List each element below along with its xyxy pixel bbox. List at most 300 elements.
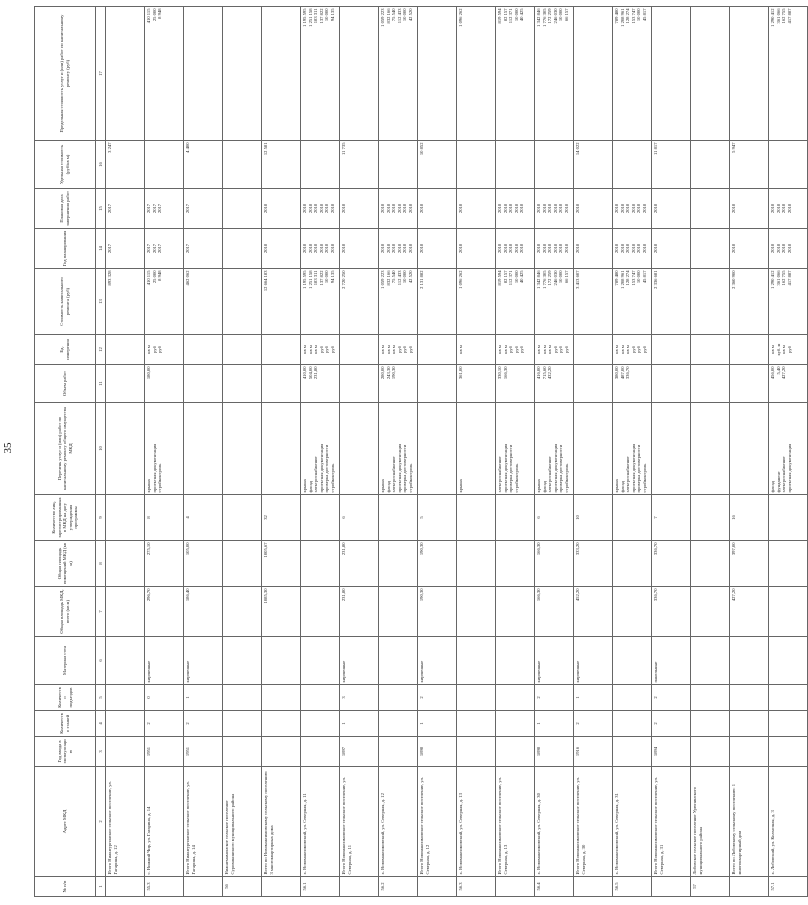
table-row: [379, 7, 418, 897]
table-cell: 56.4: [535, 877, 574, 897]
table-cell: [730, 637, 769, 685]
table-cell: [184, 365, 223, 403]
table-cell: Итого Новомаксимовское сельское поселение, ул. Северная, д. 31: [652, 767, 691, 877]
table-cell: 380,00 487,00 336,70: [613, 365, 652, 403]
table-cell: 2018: [730, 229, 769, 269]
table-cell: Всего по Новомаксимовскому сельскому поселению: 3 многоквартирных дома: [262, 767, 301, 877]
table-cell: [223, 685, 262, 711]
table-cell: 0: [145, 685, 184, 711]
column-number: 9: [96, 495, 106, 541]
table-cell: 410 115 25 000 8 948: [145, 269, 184, 335]
table-cell: 56: [223, 877, 262, 897]
table-cell: 1 059 223 832 166 75 540 112 433 10 000 42 520: [379, 269, 418, 335]
table-cell: [223, 335, 262, 365]
table-cell: 296,70: [145, 587, 184, 637]
table-cell: [223, 637, 262, 685]
table-cell: [223, 495, 262, 541]
table-cell: 336,70: [652, 541, 691, 587]
table-cell: 1 195 595 1 251 158 183 311 137 822 10 000 94 135: [301, 7, 340, 141]
table-cell: 2: [652, 685, 691, 711]
table-cell: [652, 335, 691, 365]
column-number: 3: [96, 737, 106, 767]
table-cell: [379, 495, 418, 541]
table-cell: [457, 141, 496, 189]
table-cell: 1: [418, 711, 457, 737]
table-row: [106, 7, 145, 897]
table-cell: [223, 587, 262, 637]
table-cell: [340, 403, 379, 495]
table-cell: 2018 2018 2018 2018 2018 2018: [535, 229, 574, 269]
table-cell: кирпичные: [145, 637, 184, 685]
table-row: [184, 7, 223, 897]
table-cell: 12 581: [262, 141, 301, 189]
table-cell: 2: [145, 711, 184, 737]
column-header: Общая площадь МКД, всего (кв м): [35, 587, 96, 637]
table-cell: кирпичные: [535, 637, 574, 685]
table-cell: [691, 495, 730, 541]
table-cell: 2018: [418, 229, 457, 269]
table-cell: [769, 141, 808, 189]
table-cell: х. Новомаксимовский, ул. Северная, д. 31: [613, 767, 652, 877]
table-cell: 2017: [106, 189, 145, 229]
table-cell: [613, 541, 652, 587]
table-cell: 452,20: [574, 587, 613, 637]
table-cell: 1894: [652, 737, 691, 767]
table-row: [652, 7, 691, 897]
table-cell: [262, 737, 301, 767]
table-cell: 11 735: [340, 141, 379, 189]
table-cell: 1898: [535, 737, 574, 767]
table-cell: 57: [691, 877, 730, 897]
table-cell: 2017: [184, 189, 223, 229]
column-header: Удельная стоимость (руб/кв м): [35, 141, 96, 189]
column-number-row: [96, 7, 106, 897]
table-cell: Итого Новомаксимовское сельское поселение, ул. Северная, д. 12: [418, 767, 457, 877]
table-cell: [457, 541, 496, 587]
table-cell: 10: [574, 495, 613, 541]
table-cell: 2018 2018 2018 2018 2018 2018: [613, 189, 652, 229]
table-cell: [223, 365, 262, 403]
table-cell: [223, 229, 262, 269]
table-cell: [652, 877, 691, 897]
table-cell: 427,20: [730, 587, 769, 637]
table-cell: 789 480 1 208 961 128 274 153 747 10 000 45 817: [613, 7, 652, 141]
table-cell: [691, 403, 730, 495]
table-cell: 1916: [574, 737, 613, 767]
table-cell: крыша проектная документация стройконтроль: [145, 403, 184, 495]
table-cell: кирпичные: [184, 637, 223, 685]
table-cell: [496, 711, 535, 737]
table-cell: х. Новомаксимовский, ул. Северная, д. 13: [457, 767, 496, 877]
table-cell: 1 195 595 1 251 158 183 311 137 822 10 000 94 135: [301, 269, 340, 335]
table-cell: 1 290 412 361 066 162 755 417 887: [769, 269, 808, 335]
table-row: [223, 7, 262, 897]
table-cell: [691, 141, 730, 189]
table-cell: 1 096 262: [457, 7, 496, 141]
table-cell: [301, 637, 340, 685]
table-cell: [769, 587, 808, 637]
table-cell: [145, 141, 184, 189]
table-cell: 789 480 1 208 961 128 274 153 747 10 000 45 817: [613, 269, 652, 335]
table-cell: панельные: [652, 637, 691, 685]
table-cell: [262, 335, 301, 365]
table-cell: х. Новомаксимовский, ул. Северная, д. 30: [535, 767, 574, 877]
table-cell: Итого Нижнеургинское сельское поселение, ул. Гагарина, д. 14: [184, 767, 223, 877]
table-cell: [262, 877, 301, 897]
table-cell: [106, 495, 145, 541]
table-cell: 2018: [418, 189, 457, 229]
column-number: 10: [96, 403, 106, 495]
table-cell: 1 096 262: [457, 269, 496, 335]
table-cell: 3 247: [106, 141, 145, 189]
table-cell: 5: [418, 495, 457, 541]
table-cell: [730, 365, 769, 403]
table-row: [262, 7, 301, 897]
table-cell: 336,70: [652, 587, 691, 637]
table-cell: 3 413 607: [574, 269, 613, 335]
table-cell: [769, 711, 808, 737]
table-cell: кв м кв м кв м руб руб руб: [535, 335, 574, 365]
table-cell: 2018 2018 2018 2018 2018 2018: [301, 189, 340, 229]
table-cell: 2018: [574, 189, 613, 229]
table-cell: 32: [262, 495, 301, 541]
column-number: 8: [96, 541, 106, 587]
table-cell: [574, 365, 613, 403]
column-header: Количество этажей: [35, 711, 96, 737]
table-cell: 2 131 882: [418, 269, 457, 335]
table-cell: кв м куб. м кв м руб: [769, 335, 808, 365]
table-cell: [418, 877, 457, 897]
table-row: [691, 7, 730, 897]
table-cell: 1: [574, 685, 613, 711]
table-cell: [106, 335, 145, 365]
table-cell: 333,20: [574, 541, 613, 587]
table-row: [730, 7, 769, 897]
table-cell: [418, 7, 457, 141]
table-cell: [730, 711, 769, 737]
table-cell: Всего по Лобовскому сельскому поселению: 1 многоквартирный дом: [730, 767, 769, 877]
table-cell: кирпичные: [574, 637, 613, 685]
column-number: 15: [96, 189, 106, 229]
table-cell: [691, 737, 730, 767]
table-cell: [262, 685, 301, 711]
table-cell: 397,00: [730, 541, 769, 587]
table-cell: [106, 737, 145, 767]
table-cell: Итого Новомаксимовское сельское поселение, ул. Северная, д. 30: [574, 767, 613, 877]
table-cell: 1 059 223 832 166 75 540 112 433 10 000 42 520: [379, 7, 418, 141]
table-cell: 893 328: [106, 269, 145, 335]
column-number: 13: [96, 269, 106, 335]
table-cell: [574, 403, 613, 495]
table-cell: [106, 365, 145, 403]
table-row: [457, 7, 496, 897]
table-cell: 11 817: [652, 141, 691, 189]
table-cell: [106, 685, 145, 711]
table-cell: 56.2: [379, 877, 418, 897]
column-header: Количество подъездов: [35, 685, 96, 711]
table-cell: [730, 403, 769, 495]
table-cell: 186,40: [184, 587, 223, 637]
table-cell: [457, 637, 496, 685]
table-cell: 231,80: [340, 587, 379, 637]
column-number: 2: [96, 767, 106, 877]
table-cell: 1 290 412 361 066 162 755 417 887: [769, 7, 808, 141]
table-cell: [262, 7, 301, 141]
table-row: [418, 7, 457, 897]
table-cell: 2018: [574, 229, 613, 269]
table-cell: фасад фундамент электроснабжение проектная документация: [769, 403, 808, 495]
table-cell: 7: [652, 495, 691, 541]
repair-program-table: [34, 6, 808, 897]
table-cell: [262, 711, 301, 737]
table-cell: 2018 2018 2018 2018 2018 2018: [379, 189, 418, 229]
column-number: 17: [96, 7, 106, 141]
table-cell: 2018: [340, 189, 379, 229]
table-cell: [379, 587, 418, 637]
table-cell: 1951: [145, 737, 184, 767]
table-cell: [730, 877, 769, 897]
table-cell: 2018: [457, 189, 496, 229]
column-number: 11: [96, 365, 106, 403]
table-cell: [691, 7, 730, 141]
table-cell: [496, 541, 535, 587]
table-cell: [301, 685, 340, 711]
table-cell: 410 115 25 000 8 948: [145, 7, 184, 141]
table-cell: [496, 685, 535, 711]
table-cell: [496, 877, 535, 897]
column-number: 14: [96, 229, 106, 269]
table-cell: 2018 2018 2018 2018 2018: [496, 189, 535, 229]
table-cell: [106, 587, 145, 637]
table-cell: [496, 737, 535, 767]
table-cell: [106, 637, 145, 685]
table-cell: 56.5: [613, 877, 652, 897]
table-cell: [457, 711, 496, 737]
column-header: Материал стен: [35, 637, 96, 685]
table-cell: [223, 737, 262, 767]
table-cell: [691, 365, 730, 403]
table-cell: [691, 229, 730, 269]
table-cell: 56.1: [301, 877, 340, 897]
table-cell: 190,30: [418, 587, 457, 637]
table-cell: кв м кв м руб руб руб: [496, 335, 535, 365]
table-row: [496, 7, 535, 897]
table-cell: крыша фасад электроснабжение проектная документация проверка достоверности стройконтроль: [379, 403, 418, 495]
table-cell: [184, 403, 223, 495]
table-cell: 55.3: [145, 877, 184, 897]
table-cell: [613, 637, 652, 685]
table-cell: [106, 541, 145, 587]
table-cell: 2: [574, 711, 613, 737]
table-cell: 416,00 715,60 432,20: [535, 365, 574, 403]
table-cell: [106, 711, 145, 737]
column-header: Ед. измерения: [35, 335, 96, 365]
table-cell: [769, 541, 808, 587]
table-header-row: [35, 7, 96, 897]
table-cell: [691, 335, 730, 365]
table-cell: [652, 403, 691, 495]
table-cell: [223, 403, 262, 495]
table-cell: [340, 335, 379, 365]
table-cell: [340, 7, 379, 141]
table-cell: кв м: [457, 335, 496, 365]
table-cell: [496, 141, 535, 189]
table-cell: 2018: [262, 229, 301, 269]
table-cell: Итого Новомаксимовское сельское поселение, ул. Северная, д. 11: [340, 767, 379, 877]
table-cell: 2018 2018 2018 2018: [769, 189, 808, 229]
table-cell: [418, 335, 457, 365]
table-cell: 456,00 5,40 427,20: [769, 365, 808, 403]
table-row: [574, 7, 613, 897]
table-cell: 819 594 82 157 112 371 10 000 40 425: [496, 7, 535, 141]
table-cell: кв м кв м кв м руб руб руб: [379, 335, 418, 365]
column-header: Объем работ: [35, 365, 96, 403]
table-cell: 190,30: [418, 541, 457, 587]
table-cell: [613, 141, 652, 189]
table-cell: [379, 685, 418, 711]
table-cell: 6: [340, 495, 379, 541]
table-cell: [613, 711, 652, 737]
table-cell: 14 022: [574, 141, 613, 189]
table-cell: 2018: [340, 229, 379, 269]
table-cell: 5 947: [730, 141, 769, 189]
table-row: [535, 7, 574, 897]
table-cell: 1: [184, 685, 223, 711]
table-cell: [301, 141, 340, 189]
table-cell: [730, 7, 769, 141]
table-cell: 1: [340, 711, 379, 737]
table-cell: 410,00 504,00 231,80: [301, 365, 340, 403]
table-cell: [301, 587, 340, 637]
table-cell: х. Новомаксимовский, ул. Северная, д. 11: [301, 767, 340, 877]
column-header: Плановая дата завершения работ: [35, 189, 96, 229]
table-cell: х. Лобовский, ул. Колхозная, д. 3: [769, 767, 808, 877]
table-cell: [457, 495, 496, 541]
table-cell: 819 594 82 157 112 371 10 000 40 425: [496, 269, 535, 335]
table-cell: [184, 7, 223, 141]
table-cell: 2018 2018 2018 2018: [769, 229, 808, 269]
table-cell: [652, 365, 691, 403]
table-cell: [691, 587, 730, 637]
column-header: Год планирования: [35, 229, 96, 269]
table-cell: 8: [145, 495, 184, 541]
table-cell: [223, 141, 262, 189]
table-cell: 16: [730, 495, 769, 541]
table-cell: [535, 141, 574, 189]
table-cell: 1897: [340, 737, 379, 767]
table-cell: Нижнемамонское сельское поселение Суровикинского муниципального района: [223, 767, 262, 877]
table-cell: [496, 587, 535, 637]
table-cell: [223, 541, 262, 587]
table-cell: 2017: [106, 229, 145, 269]
table-cell: 3: [340, 685, 379, 711]
table-cell: 2018: [652, 229, 691, 269]
page-number: 35: [2, 442, 14, 454]
column-header: Перечень услуг и (или) работ по капитальному ремонту общего имущества МКД: [35, 403, 96, 495]
table-cell: 1 342 846 1 776 305 172 259 246 030 10 000 66 157: [535, 269, 574, 335]
table-cell: 4: [184, 495, 223, 541]
table-cell: [457, 737, 496, 767]
column-number: 6: [96, 637, 106, 685]
table-cell: [730, 685, 769, 711]
table-cell: 2 720 250: [340, 269, 379, 335]
table-cell: 2018 2018 2018 2018 2018 2018: [301, 229, 340, 269]
table-cell: [223, 7, 262, 141]
table-row: [301, 7, 340, 897]
column-header: Предельная стоимость услуг и (или) работ по капитальному ремонту (руб): [35, 7, 96, 141]
column-number: 16: [96, 141, 106, 189]
table-cell: [613, 685, 652, 711]
column-number: 12: [96, 335, 106, 365]
column-number: 7: [96, 587, 106, 637]
table-cell: 2 336 681: [652, 269, 691, 335]
table-cell: [301, 495, 340, 541]
table-cell: [262, 403, 301, 495]
table-cell: 56.3: [457, 877, 496, 897]
table-cell: 2018: [652, 189, 691, 229]
table-cell: 231,80: [340, 541, 379, 587]
table-cell: 2 360 900: [730, 269, 769, 335]
table-cell: 2018: [262, 189, 301, 229]
table-cell: [730, 335, 769, 365]
table-cell: Итого Нижнеургинское сельское поселение, ул. Гагарина, д. 12: [106, 767, 145, 877]
table-cell: 1005,67: [262, 541, 301, 587]
table-cell: 2: [184, 711, 223, 737]
table-cell: 1951: [184, 737, 223, 767]
table-cell: [613, 495, 652, 541]
table-cell: 57.1: [769, 877, 808, 897]
table-cell: [769, 637, 808, 685]
table-cell: [418, 365, 457, 403]
table-cell: крыша: [457, 403, 496, 495]
table-cell: 1898: [418, 737, 457, 767]
table-cell: [769, 737, 808, 767]
table-cell: [574, 877, 613, 897]
table-cell: [769, 495, 808, 541]
column-header: Общая площадь помещений МКД (кв м): [35, 541, 96, 587]
table-cell: 1085,30: [262, 587, 301, 637]
table-cell: [106, 877, 145, 897]
column-header: Стоимость капитального ремонта (руб): [35, 269, 96, 335]
table-cell: 166,30: [535, 587, 574, 637]
table-cell: 12 664 183: [262, 269, 301, 335]
table-cell: 105,00: [184, 541, 223, 587]
table-row: [613, 7, 652, 897]
table-cell: [301, 737, 340, 767]
table-row: [340, 7, 379, 897]
table-cell: [574, 335, 613, 365]
table-cell: [691, 637, 730, 685]
table-cell: 2018: [730, 189, 769, 229]
table-cell: кирпичные: [418, 637, 457, 685]
table-cell: [301, 711, 340, 737]
table-cell: [496, 637, 535, 685]
table-cell: [184, 877, 223, 897]
table-cell: [106, 7, 145, 141]
table-cell: [106, 403, 145, 495]
table-cell: [691, 189, 730, 229]
column-header: Год ввода в эксплуатацию: [35, 737, 96, 767]
table-cell: [691, 541, 730, 587]
table-cell: электроснабжение проектная документация проверка достоверности стройконтроль: [496, 403, 535, 495]
table-cell: 6: [535, 495, 574, 541]
table-cell: [379, 541, 418, 587]
table-cell: 2: [652, 711, 691, 737]
table-cell: 280,00 243,30 190,30: [379, 365, 418, 403]
table-cell: [652, 7, 691, 141]
table-cell: кирпичные: [340, 637, 379, 685]
table-cell: кв м кв м кв м руб руб руб: [301, 335, 340, 365]
